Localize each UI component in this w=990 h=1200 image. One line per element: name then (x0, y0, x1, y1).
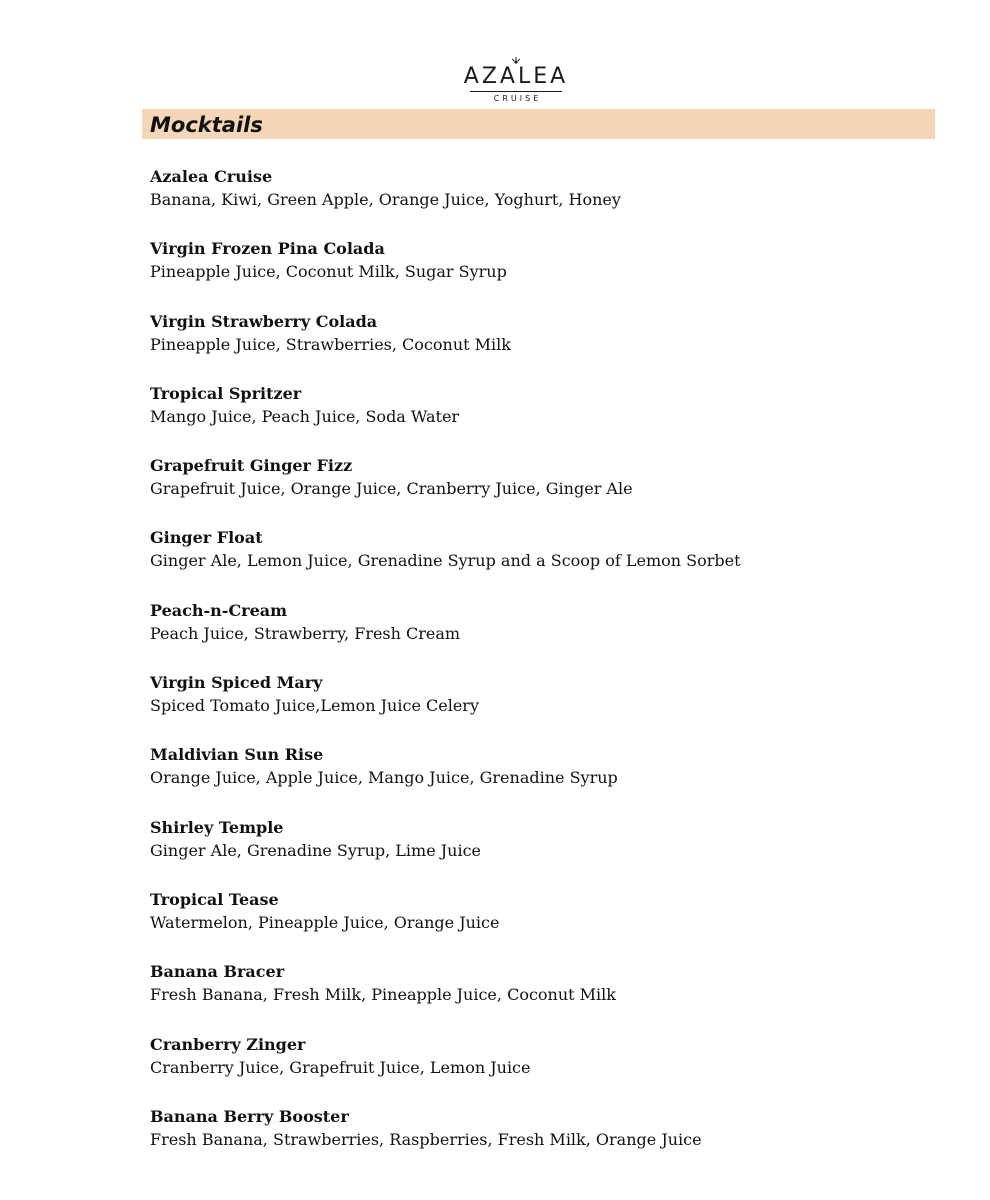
item-name: Cranberry Zinger (150, 1034, 306, 1054)
item-ingredients: Pineapple Juice, Strawberries, Coconut Milk (150, 334, 511, 354)
item-name: Maldivian Sun Rise (150, 745, 324, 765)
item-ingredients: Spiced Tomato Juice,Lemon Juice Celery (150, 696, 479, 716)
menu-item (150, 166, 910, 238)
menu-item (150, 672, 910, 744)
item-name: Azalea Cruise (150, 167, 273, 186)
item-ingredients: Cranberry Juice, Grapefruit Juice, Lemon Juice (150, 1057, 531, 1077)
menu-item (150, 527, 910, 599)
item-name: Banana Bracer (150, 962, 285, 982)
item-name: Banana Berry Booster (150, 1106, 349, 1126)
logo-subtitle: CRUISE (493, 94, 542, 103)
item-name: Virgin Spiced Mary (150, 673, 323, 693)
item-name: Peach-n-Cream (150, 600, 288, 620)
item-name: Grapefruit Ginger Fizz (150, 456, 353, 476)
item-name: Virgin Frozen Pina Colada (150, 239, 385, 259)
item-ingredients: Ginger Ale, Lemon Juice, Grenadine Syrup and a Scoop of Lemon Sorbet (150, 551, 741, 571)
menu-item (150, 238, 910, 310)
item-ingredients: Watermelon, Pineapple Juice, Orange Juice (150, 912, 500, 932)
section-banner (142, 109, 935, 139)
item-name: Shirley Temple (150, 817, 284, 837)
menu-item (150, 961, 910, 1033)
menu-item (150, 744, 910, 816)
azalea-cruise-logo (0, 64, 990, 103)
logo-name: AZALEA (463, 64, 569, 89)
menu-item (150, 817, 910, 889)
logo-wordmark (464, 64, 568, 90)
logo-star-icon (511, 57, 521, 67)
item-name: Ginger Float (150, 528, 263, 548)
item-name: Virgin Strawberry Colada (150, 311, 378, 331)
item-ingredients: Fresh Banana, Fresh Milk, Pineapple Juice, Coconut Milk (150, 985, 616, 1005)
item-name: Tropical Tease (150, 889, 279, 909)
menu-item (150, 383, 910, 455)
menu-item (150, 600, 910, 672)
logo-divider (470, 91, 562, 92)
item-ingredients: Mango Juice, Peach Juice, Soda Water (150, 406, 460, 426)
item-ingredients: Pineapple Juice, Coconut Milk, Sugar Syrup (150, 262, 507, 282)
item-ingredients: Ginger Ale, Grenadine Syrup, Lime Juice (150, 840, 482, 860)
menu-item (150, 311, 910, 383)
section-title: Mocktails (150, 113, 263, 137)
item-ingredients: Orange Juice, Apple Juice, Mango Juice, Grenadine Syrup (150, 768, 618, 788)
item-ingredients: Peach Juice, Strawberry, Fresh Cream (150, 623, 461, 643)
item-ingredients: Banana, Kiwi, Green Apple, Orange Juice, Yoghurt, Honey (150, 190, 621, 209)
item-ingredients: Fresh Banana, Strawberries, Raspberries, Fresh Milk, Orange Juice (150, 1129, 702, 1149)
item-ingredients: Grapefruit Juice, Orange Juice, Cranberry Juice, Ginger Ale (150, 479, 633, 499)
mocktail-list (150, 166, 910, 1178)
menu-item (150, 1106, 910, 1178)
menu-item (150, 455, 910, 527)
menu-item (150, 889, 910, 961)
item-name: Tropical Spritzer (150, 383, 302, 403)
menu-item (150, 1034, 910, 1106)
